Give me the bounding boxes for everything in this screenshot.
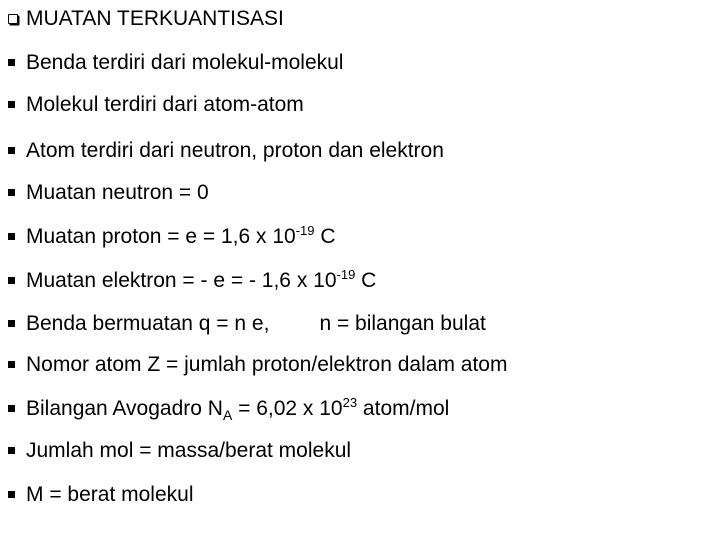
square-bullet-icon <box>8 491 15 498</box>
text-part: atom/mol <box>357 397 450 420</box>
list-item <box>8 92 304 118</box>
square-bullet-icon <box>8 59 15 66</box>
list-item-text <box>26 268 376 294</box>
list-item-text: Atom terdiri dari neutron, proton dan elektron <box>26 139 444 162</box>
list-item <box>8 180 209 206</box>
list-item-text <box>26 311 486 337</box>
exponent: -19 <box>295 223 315 238</box>
list-item <box>8 352 507 378</box>
list-item-text: Jumlah mol = massa/berat molekul <box>26 439 352 462</box>
text-part: Muatan proton = e = 1,6 x 10 <box>26 225 296 248</box>
square-bullet-icon <box>8 233 15 240</box>
square-bullet-icon <box>8 101 15 108</box>
list-item <box>8 438 351 464</box>
exponent: -19 <box>336 267 356 282</box>
square-bullet-icon <box>8 320 15 327</box>
square-bullet-icon <box>8 147 15 154</box>
list-item <box>8 396 449 422</box>
list-item <box>8 311 486 337</box>
square-bullet-icon <box>8 361 15 368</box>
list-item-text: Benda terdiri dari molekul-molekul <box>26 51 344 74</box>
list-item-text: Molekul terdiri dari atom-atom <box>26 93 304 116</box>
list-item-text <box>26 224 336 250</box>
slide-title <box>8 6 284 32</box>
title-text: MUATAN TERKUANTISASI <box>26 7 284 30</box>
subscript: A <box>222 407 233 424</box>
list-item <box>8 224 336 250</box>
square-bullet-icon <box>8 189 15 196</box>
text-part: C <box>355 269 377 292</box>
list-item-text: M = berat molekul <box>26 483 194 506</box>
list-item <box>8 268 376 294</box>
exponent: 23 <box>342 395 358 410</box>
list-item <box>8 482 194 508</box>
text-part: n = bilangan bulat <box>319 312 486 335</box>
list-item <box>8 138 444 164</box>
checkbox-bullet-icon <box>8 14 18 24</box>
square-bullet-icon <box>8 277 15 284</box>
list-item-text: Muatan neutron = 0 <box>26 181 209 204</box>
text-part: Benda bermuatan q = n e, <box>26 312 270 335</box>
square-bullet-icon <box>8 447 15 454</box>
text-part: = 6,02 x 10 <box>232 397 343 420</box>
list-item-text <box>26 396 449 422</box>
list-item-text: Nomor atom Z = jumlah proton/elektron dalam atom <box>26 353 508 376</box>
text-part: Muatan elektron = - e = - 1,6 x 10 <box>26 269 337 292</box>
list-item <box>8 50 343 76</box>
text-part: C <box>314 225 336 248</box>
square-bullet-icon <box>8 405 15 412</box>
text-part: Bilangan Avogadro N <box>26 397 223 420</box>
